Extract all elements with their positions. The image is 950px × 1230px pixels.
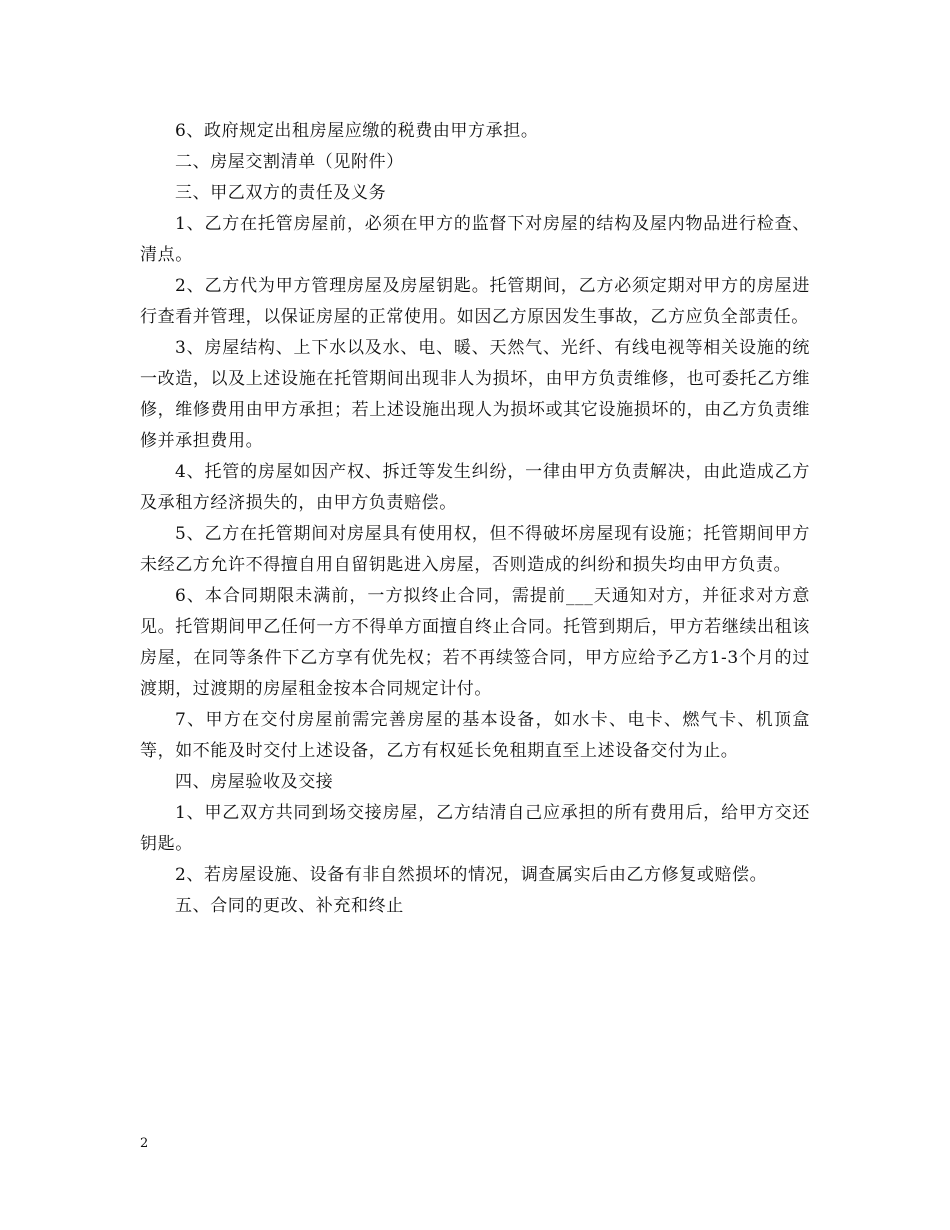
- paragraph-contract-termination: 6、本合同期限未满前，一方拟终止合同，需提前___天通知对方，并征求对方意见。托管期间甲乙任何一方不得单方面擅自终止合同。托管到期后，甲方若继续出租该房屋，在同等条件下乙方享有优先权；若不再续签合同，甲方应给予乙方1-3个月的过渡期，过渡期的房屋租金按本合同规定计付。: [140, 586, 810, 699]
- paragraph-damage-compensation: 2、若房屋设施、设备有非自然损坏的情况，调查属实后由乙方修复或赔偿。: [175, 865, 768, 885]
- paragraph-property-disputes: 4、托管的房屋如因产权、拆迁等发生纠纷，一律由甲方负责解决，由此造成乙方及承租方经济损失的，由甲方负责赔偿。: [140, 462, 810, 513]
- paragraph-joint-handover: 1、甲乙双方共同到场交接房屋，乙方结清自己应承担的所有费用后，给甲方交还钥匙。: [140, 803, 810, 854]
- paragraph-facility-maintenance: 3、房屋结构、上下水以及水、电、暖、天然气、光纤、有线电视等相关设施的统一改造，以及上述设施在托管期间出现非人为损坏，由甲方负责维修，也可委托乙方维修，维修费用由甲方承担；若上述设施出现人为损坏或其它设施损坏的，由乙方负责维修并承担费用。: [140, 338, 810, 451]
- paragraph-inspection: 1、乙方在托管房屋前，必须在甲方的监督下对房屋的结构及屋内物品进行检查、清点。: [140, 214, 810, 265]
- page-number: 2: [140, 1136, 149, 1151]
- paragraph-usage-rights: 5、乙方在托管期间对房屋具有使用权，但不得破坏房屋现有设施；托管期间甲方未经乙方允许不得擅自用自留钥匙进入房屋，否则造成的纠纷和损失均由甲方负责。: [140, 524, 810, 575]
- paragraph-key-management: 2、乙方代为甲方管理房屋及房屋钥匙。托管期间，乙方必须定期对甲方的房屋进行查看并管理，以保证房屋的正常使用。如因乙方原因发生事故，乙方应负全部责任。: [140, 276, 810, 327]
- heading-acceptance-handover: 四、房屋验收及交接: [175, 772, 334, 792]
- heading-responsibilities: 三、甲乙双方的责任及义务: [175, 183, 387, 203]
- heading-contract-changes: 五、合同的更改、补充和终止: [175, 896, 404, 916]
- paragraph-basic-equipment: 7、甲方在交付房屋前需完善房屋的基本设备，如水卡、电卡、燃气卡、机顶盒等，如不能及时交付上述设备，乙方有权延长免租期直至上述设备交付为止。: [140, 710, 810, 761]
- heading-handover-list: 二、房屋交割清单（见附件）: [175, 152, 404, 172]
- document-body: [140, 116, 810, 922]
- paragraph-tax-responsibility: 6、政府规定出租房屋应缴的税费由甲方承担。: [175, 121, 539, 141]
